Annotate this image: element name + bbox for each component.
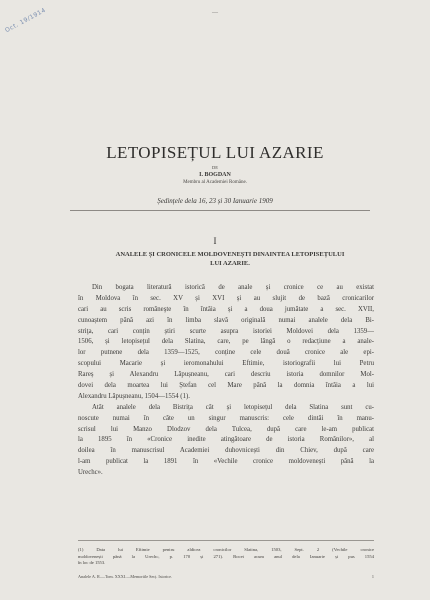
byline-de: DE <box>212 165 218 170</box>
footnote-line: în loc de 1553. <box>78 560 106 566</box>
section-number: I <box>213 236 217 246</box>
body-line: Atât analele dela Bistrița cât și letopisețul dela Slatina sunt cu- <box>92 403 374 411</box>
body-line: Rareș și Alexandru Lăpușneanu, cari descriu istoria domnilor Mol- <box>78 371 374 379</box>
footer-journal: Analele A. R.—Tom. XXXI.—Memoriile Secț. Istorice. <box>78 574 173 579</box>
body-line: striţa, cari conțin știri scurte asupra istoriei Moldovei dela 1359— <box>78 327 374 335</box>
footnote-divider <box>78 540 374 541</box>
handwritten-note: Oct. 19/1914 <box>4 6 48 35</box>
body-line: în Moldova în sec. XV și XVI și au slujit de bază cronicarilor <box>78 294 374 302</box>
body-line: 1506, și letopisețul dela Slatina, care, pe lângă o redacțiune a anale- <box>78 338 374 346</box>
section-title-line: ANALELE ȘI CRONICELE MOLDOVENEȘTI DINAINTEA LETOPISEȚULUI <box>115 251 345 258</box>
footnote-line: (1) Data lui Eftimie pentru aldicea cronicilor Slatina, 1503, Sept. 2 (Vechile cronice <box>78 547 374 552</box>
body-line: cunoaștem până azi în limba slavă originală numai analele dela Bi- <box>78 316 374 324</box>
body-line: Urechc». <box>78 469 103 477</box>
page-footer <box>78 574 374 579</box>
document-title: LETOPISEȚUL LUI AZARIE <box>106 143 324 162</box>
body-line: l-am publicat la 1891 în «Vechile cronice moldovenești până la <box>78 458 374 466</box>
body-text <box>78 283 374 479</box>
author-affiliation: Membru al Academiei Române. <box>183 180 247 185</box>
body-line: doilea în manuscrisul Academiei duhovnicești din Chiev, după care <box>78 447 374 455</box>
body-line: noscute numai în câte un singur manuscris: cele dintâi în manu- <box>78 414 374 422</box>
section-title-line: LUI AZARIE. <box>210 260 250 267</box>
page-number: — <box>212 10 218 16</box>
body-line: cari au scris româneşte în întâia și a doua jumătate a sec. XVII, <box>78 305 374 313</box>
header-divider <box>70 210 370 211</box>
author-name: I. BOGDAN <box>199 172 231 178</box>
body-line: scrisul lui Manzo Dlodzov dela Tulcea, după care le-am publicat <box>78 425 374 433</box>
body-line: Alexandru Lăpușneanu, 1504—1554 (1). <box>78 392 190 400</box>
footnote-line: moldovenești până la Urechc, p. 170 și 271). Bocet acum anul dela Ianuarie și pus 1554 <box>78 553 374 559</box>
body-line: lor putnene dela 1359—1525, conține cele două cronice ale epi- <box>78 349 374 357</box>
body-line: scopului Macarie și ieromonahului Eftimie, istoriografii lui Petru <box>78 360 374 368</box>
footer-sheet-number: 1 <box>371 574 374 579</box>
body-line: Din bogata literatură istorică de anale și cronice ce au existat <box>92 284 374 291</box>
session-dates: Ședințele dela 16, 23 și 30 Ianuarie 1909 <box>157 197 273 205</box>
body-line: dovei dela moartea lui Ștefan cel Mare până la domnia întâia a lui <box>78 382 374 390</box>
body-line: la 1895 în «Cronice inedite atingătoare de istoria Românilor», al <box>78 436 374 444</box>
footnote <box>78 547 374 567</box>
section-title <box>90 250 370 268</box>
